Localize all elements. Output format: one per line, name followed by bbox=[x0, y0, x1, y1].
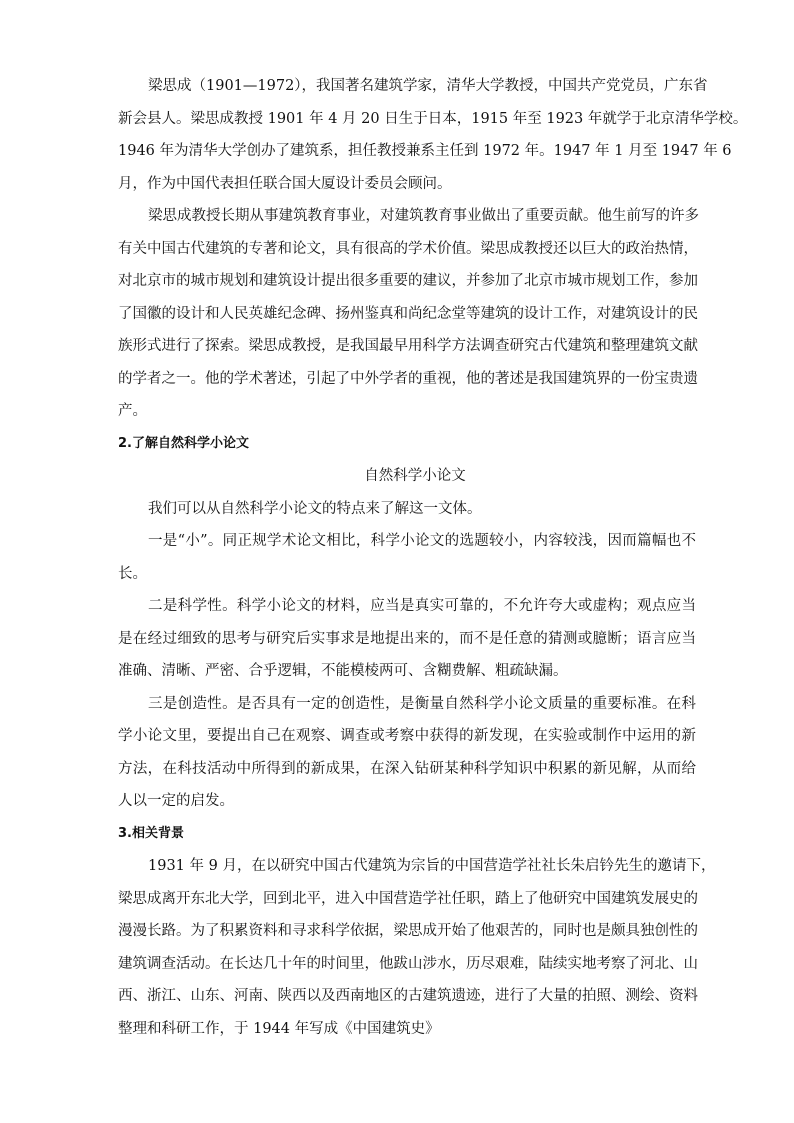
text-line: 建筑调查活动。在长达几十年的时间里，他跋山涉水，历尽艰难，陆续实地考察了河北、山 bbox=[118, 955, 698, 972]
text-line: 族形式进行了探索。梁思成教授，是我国最早用科学方法调查研究古代建筑和整理建筑文献 bbox=[118, 338, 698, 354]
text-line: 长。 bbox=[118, 565, 147, 582]
text-line: 西、浙江、山东、河南、陕西以及西南地区的古建筑遗迹，进行了大量的拍照、测绘、资料 bbox=[118, 988, 698, 1004]
text-line: 二是科学性。科学小论文的材料，应当是真实可靠的，不允许夸大或虚构；观点应当 bbox=[148, 598, 696, 614]
text-line: 的学者之一。他的学术著述，引起了中外学者的重视，他的著述是我国建筑界的一份宝贵遗 bbox=[118, 370, 698, 387]
document-page bbox=[118, 70, 748, 1045]
section-heading: 2.了解自然科学小论文 bbox=[118, 435, 249, 451]
text-line: 方法，在科技活动中所得到的新成果，在深入钻研某种科学知识中积累的新见解，从而给 bbox=[118, 760, 696, 777]
text-line: 我们可以从自然科学小论文的特点来了解这一文体。 bbox=[148, 500, 482, 517]
text-line: 整理和科研工作，于 1944 年写成《中国建筑史》 bbox=[118, 1020, 440, 1037]
article-title: 自然科学小论文 bbox=[364, 468, 466, 484]
section-heading: 3.相关背景 bbox=[118, 825, 184, 841]
text-line: 准确、清晰、严密、合乎逻辑，不能模棱两可、含糊费解、粗疏缺漏。 bbox=[118, 663, 568, 679]
text-line: 学小论文里，要提出自己在观察、调查或考察中获得的新发现，在实验或制作中运用的新 bbox=[118, 728, 696, 744]
text-line: 有关中国古代建筑的专著和论文，具有很高的学术价值。梁思成教授还以巨大的政治热情， bbox=[118, 240, 698, 257]
text-line: 梁思成教授长期从事建筑教育事业，对建筑教育事业做出了重要贡献。他生前写的许多 bbox=[148, 208, 699, 224]
text-line: 1931 年 9 月，在以研究中国古代建筑为宗旨的中国营造学社社长朱启钤先生的邀请下， bbox=[148, 858, 716, 874]
text-line: 产。 bbox=[118, 403, 147, 419]
text-line: 梁思成离开东北大学，回到北平，进入中国营造学社任职，踏上了他研究中国建筑发展史的 bbox=[118, 890, 698, 907]
text-line: 了国徽的设计和人民英雄纪念碑、扬州鉴真和尚纪念堂等建筑的设计工作，对建筑设计的民 bbox=[118, 305, 698, 322]
text-line: 是在经过细致的思考与研究后实事求是地提出来的，而不是任意的猜测或臆断；语言应当 bbox=[118, 630, 696, 647]
text-line: 梁思成（1901—1972），我国著名建筑学家，清华大学教授，中国共产党党员，广东省 bbox=[148, 78, 708, 94]
text-line: 漫漫长路。为了积累资料和寻求科学依据，梁思成开始了他艰苦的，同时也是颇具独创性的 bbox=[118, 923, 698, 939]
text-line: 对北京市的城市规划和建筑设计提出很多重要的建议，并参加了北京市城市规划工作，参加 bbox=[118, 273, 698, 289]
text-line: 一是“小”。同正规学术论文相比，科学小论文的选题较小，内容较浅，因而篇幅也不 bbox=[148, 533, 696, 549]
text-line: 人以一定的启发。 bbox=[118, 793, 234, 809]
text-line: 三是创造性。是否具有一定的创造性，是衡量自然科学小论文质量的重要标准。在科 bbox=[148, 695, 696, 712]
text-line: 1946 年为清华大学创办了建筑系，担任教授兼系主任到 1972 年。1947 年 1 月至 1947 年 6 bbox=[118, 143, 732, 159]
text-line: 月，作为中国代表担任联合国大厦设计委员会顾问。 bbox=[118, 175, 452, 192]
text-line: 新会县人。梁思成教授 1901 年 4 月 20 日生于日本，1915 年至 1923 年就学于北京清华学校。 bbox=[118, 110, 748, 127]
